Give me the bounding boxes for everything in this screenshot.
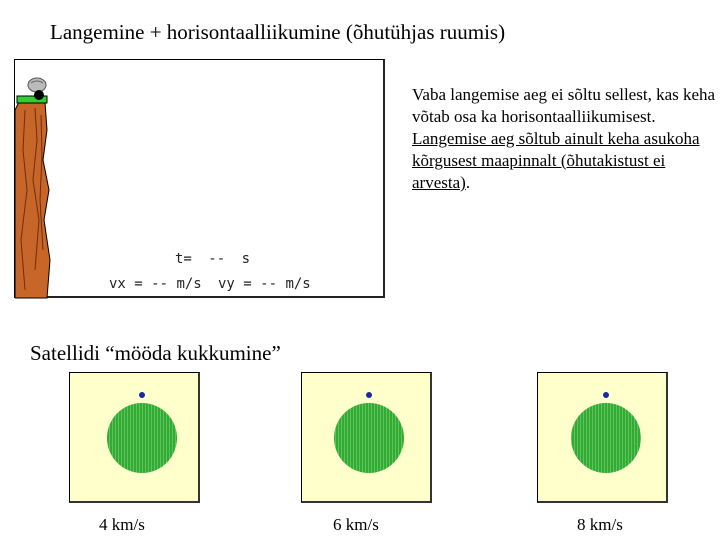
vy-value: -- (260, 276, 278, 292)
note-line1: Vaba langemise aeg ei sõltu sellest, kas keha võtab osa ka horisontaalliikumisest. (412, 85, 716, 126)
satellite-scene-1 (70, 373, 201, 504)
ball-icon (34, 90, 44, 100)
satellite-icon (366, 392, 372, 398)
vx-label: vx = (109, 276, 143, 292)
vx-value: -- (151, 276, 169, 292)
satellite-panel-3 (537, 372, 668, 503)
t-value: -- (208, 251, 226, 267)
planet-icon (334, 403, 404, 473)
vx-readout (109, 276, 202, 292)
satellite-icon (603, 392, 609, 398)
time-readout (175, 251, 250, 267)
t-label: t= (175, 251, 192, 267)
explanation-note (412, 84, 717, 194)
cliff-illustration (15, 70, 55, 300)
vx-unit: m/s (176, 276, 202, 292)
vy-unit: m/s (285, 276, 311, 292)
note-line2-end: . (465, 173, 471, 192)
satellite-panel-2 (301, 372, 432, 503)
satellite-scene-2 (302, 373, 433, 504)
speed-label-3: 8 km/s (577, 515, 623, 534)
planet-icon (571, 403, 641, 473)
speed-label-1: 4 km/s (99, 515, 145, 534)
page-title: Langemine + horisontaalliikumine (õhutühjas ruumis) (50, 20, 506, 44)
satellite-panel-1 (69, 372, 200, 503)
section-subtitle: Satellidi “mööda kukkumine” (30, 341, 281, 365)
satellite-scene-3 (538, 373, 669, 504)
satellite-icon (139, 392, 145, 398)
vy-readout (218, 276, 311, 292)
t-unit: s (241, 251, 251, 267)
cannon-icon (28, 78, 46, 92)
vy-label: vy = (218, 276, 252, 292)
note-line2: Langemise aeg sõltub ainult keha asukoha kõrgusest maapinnalt (õhutakistust ei arvesta) (412, 129, 700, 192)
projectile-simulation-panel (14, 59, 385, 298)
speed-label-2: 6 km/s (333, 515, 379, 534)
planet-icon (107, 403, 177, 473)
